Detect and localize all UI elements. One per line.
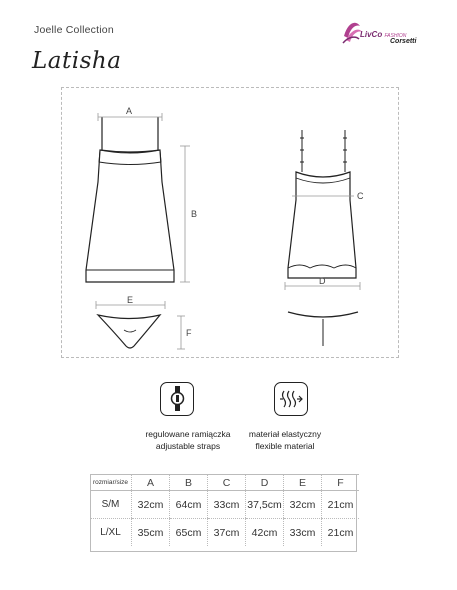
column-header-e: E (284, 475, 322, 491)
table-cell: 33cm (284, 519, 322, 547)
table-cell: 42cm (246, 519, 284, 547)
table-cell: 21cm (322, 491, 360, 519)
table-row (90, 491, 359, 519)
product-name: Latisha (32, 48, 122, 74)
table-row (90, 519, 359, 547)
feature-material-en: flexible material (255, 441, 315, 451)
label-c: C (357, 191, 364, 201)
table-cell: 37,5cm (246, 491, 284, 519)
size-table-header (90, 475, 359, 491)
label-d: D (319, 276, 326, 286)
column-header-f: F (322, 475, 360, 491)
table-cell: 32cm (284, 491, 322, 519)
column-header-b: B (170, 475, 208, 491)
row-size-label: L/XL (100, 527, 121, 538)
table-cell: 65cm (170, 519, 208, 547)
feature-straps-en: adjustable straps (155, 441, 221, 451)
chemise-front-drawing (86, 117, 174, 282)
adjustable-strap-icon (160, 382, 194, 416)
logo-text: LivCo FASHION (360, 30, 407, 39)
label-a: A (126, 106, 133, 116)
label-f: F (186, 328, 192, 338)
flexible-material-icon (274, 382, 308, 416)
table-cell: 21cm (322, 519, 360, 547)
size-table (90, 474, 359, 546)
label-e: E (127, 295, 134, 305)
feature-material-pl: materiał elastyczny (248, 429, 322, 439)
label-b: B (191, 209, 198, 219)
feature-straps-pl: regulowane ramiączka (145, 429, 231, 439)
thong-front-dimensions (96, 301, 185, 349)
table-cell: 35cm (132, 519, 170, 547)
thong-back-drawing (288, 312, 358, 346)
row-size-label: S/M (90, 491, 132, 519)
column-header-a: A (132, 475, 170, 491)
table-cell: 33cm (208, 491, 246, 519)
chemise-front-dimensions (98, 113, 190, 282)
column-header-d: D (246, 475, 284, 491)
chemise-back-drawing (288, 130, 356, 278)
column-header-c: C (208, 475, 246, 491)
thong-front-drawing (98, 315, 160, 348)
feature-flexible-material (221, 382, 349, 452)
size-table-corner: rozmiar/size (92, 479, 129, 486)
collection-name: Joelle Collection (34, 24, 114, 36)
table-cell: 37cm (208, 519, 246, 547)
table-cell: 32cm (132, 491, 170, 519)
logo-subtitle: Corsetti (390, 38, 417, 45)
table-cell: 64cm (170, 491, 208, 519)
